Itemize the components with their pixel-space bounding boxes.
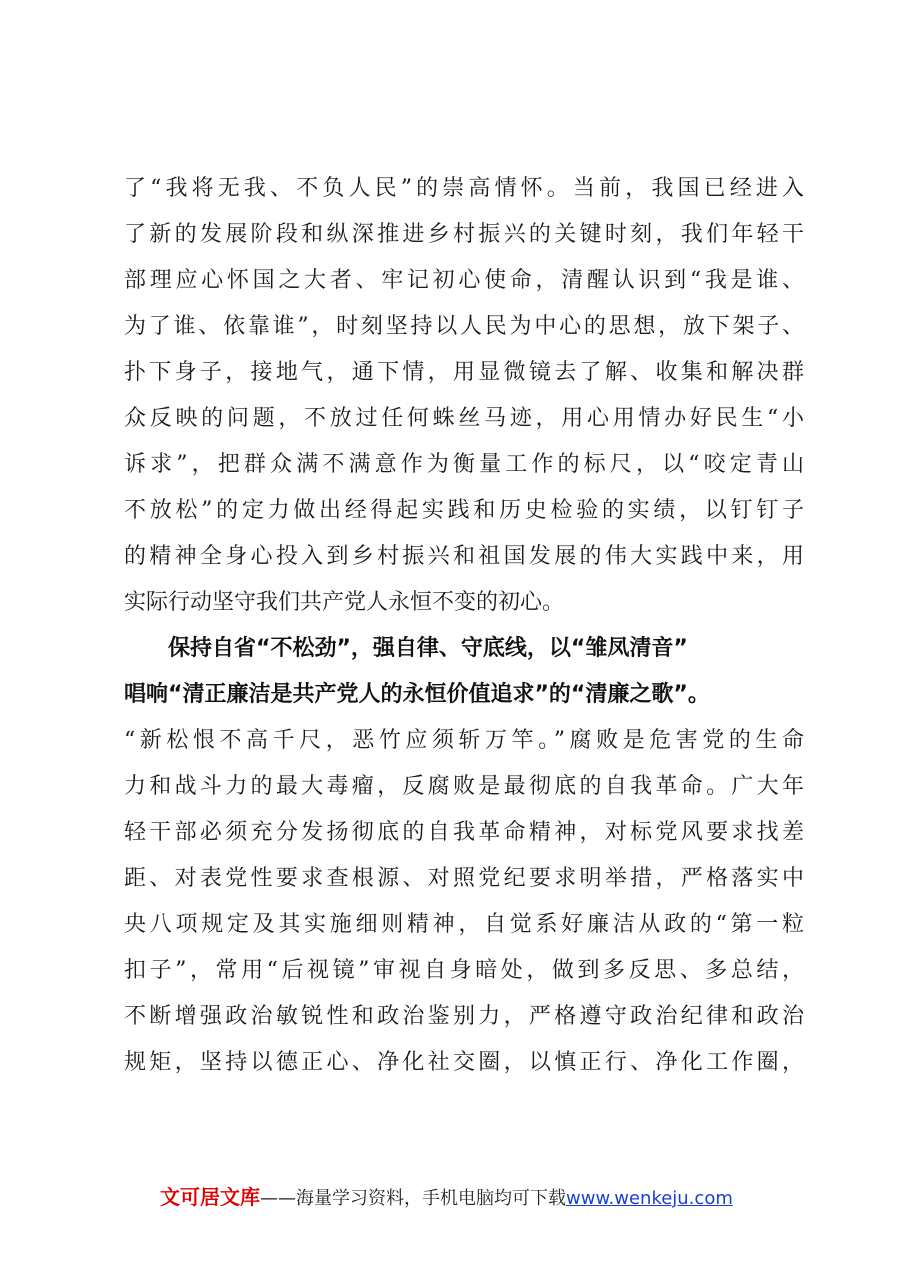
text-line: 扑下身子，接地气，通下情，用显微镜去了解、收集和解决群	[124, 360, 804, 385]
text-line: 规矩，坚持以德正心、净化社交圈，以慎正行、净化工作圈，	[124, 1050, 804, 1075]
text-line: 保持自省“不松劲”，强自律、守底线，以“雏凤清音”	[168, 636, 688, 661]
text-line: 不断增强政治敏锐性和政治鉴别力，严格遵守政治纪律和政治	[124, 1004, 804, 1029]
text-line: 部理应心怀国之大者、牢记初心使命，清醒认识到“我是谁、	[124, 268, 804, 293]
footer-site-link[interactable]: www.wenkeju.com	[566, 1188, 733, 1209]
text-line: 为了谁、依靠谁”，时刻坚持以人民为中心的思想，放下架子、	[124, 314, 804, 339]
text-line: “新松恨不高千尺，恶竹应须斩万竿。”腐败是危害党的生命	[124, 728, 804, 753]
text-line: 的精神全身心投入到乡村振兴和祖国发展的伟大实践中来，用	[124, 544, 804, 569]
text-line: 力和战斗力的最大毒瘤，反腐败是最彻底的自我革命。广大年	[124, 774, 804, 799]
page-footer	[160, 1182, 800, 1212]
text-line: 了“我将无我、不负人民”的崇高情怀。当前，我国已经进入	[124, 176, 804, 201]
text-line: 唱响“清正廉洁是共产党人的永恒价值追求”的“清廉之歌”。	[124, 682, 710, 707]
text-line: 不放松”的定力做出经得起实践和历史检验的实绩，以钉钉子	[124, 498, 804, 523]
text-line: 众反映的问题，不放过任何蛛丝马迹，用心用情办好民生“小	[124, 406, 804, 431]
footer-tagline: ——海量学习资料，手机电脑均可下载	[260, 1188, 566, 1209]
text-line: 扣子”，常用“后视镜”审视自身暗处，做到多反思、多总结，	[124, 958, 804, 983]
text-line: 轻干部必须充分发扬彻底的自我革命精神，对标党风要求找差	[124, 820, 804, 845]
footer-brand: 文可居文库	[160, 1185, 260, 1209]
text-line: 距、对表党性要求查根源、对照党纪要求明举措，严格落实中	[124, 866, 804, 891]
text-line: 实际行动坚守我们共产党人永恒不变的初心。	[124, 590, 565, 615]
text-line: 诉求”，把群众满不满意作为衡量工作的标尺，以“咬定青山	[124, 452, 804, 477]
document-body	[124, 166, 804, 1086]
text-line: 了新的发展阶段和纵深推进乡村振兴的关键时刻，我们年轻干	[124, 222, 804, 247]
text-line: 央八项规定及其实施细则精神，自觉系好廉洁从政的“第一粒	[124, 912, 804, 937]
